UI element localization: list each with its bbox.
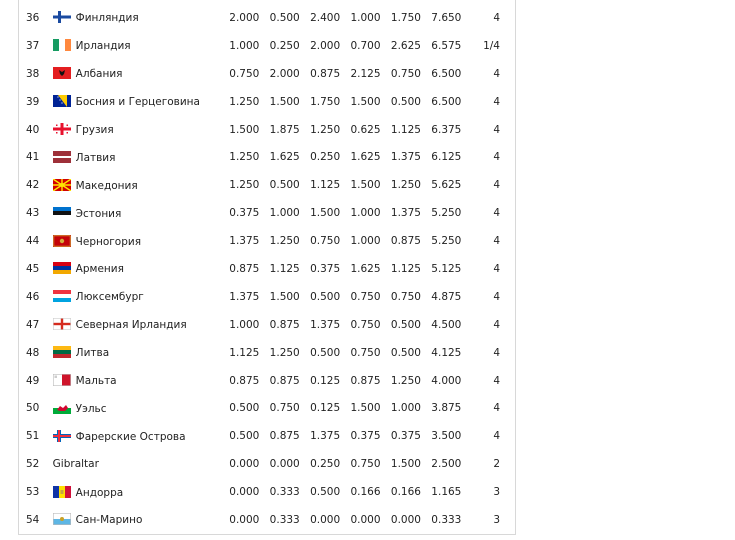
total-coefficient: 5.125 bbox=[431, 262, 462, 275]
season-5-coefficient: 1.375 bbox=[390, 207, 421, 220]
season-2-coefficient: 0.875 bbox=[269, 374, 300, 387]
faroe-flag-icon bbox=[53, 430, 71, 442]
latvia-flag-icon bbox=[53, 151, 71, 163]
rank-cell: 40 bbox=[26, 123, 40, 136]
rank-cell: 37 bbox=[26, 39, 40, 52]
season-2-coefficient: 0.333 bbox=[269, 513, 300, 526]
season-3-coefficient: 0.875 bbox=[310, 67, 341, 80]
season-5-coefficient: 1.125 bbox=[390, 262, 421, 275]
season-3-coefficient: 0.000 bbox=[310, 513, 341, 526]
season-2-coefficient: 2.000 bbox=[269, 67, 300, 80]
season-4-coefficient: 0.750 bbox=[350, 458, 381, 471]
season-5-coefficient: 1.375 bbox=[390, 151, 421, 164]
season-5-coefficient: 0.166 bbox=[390, 486, 421, 499]
total-coefficient: 4.125 bbox=[431, 346, 462, 359]
season-3-coefficient: 1.750 bbox=[310, 95, 341, 108]
season-1-coefficient: 1.375 bbox=[229, 290, 260, 303]
country-cell bbox=[53, 283, 212, 311]
country-cell bbox=[53, 227, 212, 255]
country-name: Андорра bbox=[75, 486, 124, 499]
table-row bbox=[18, 478, 514, 506]
season-2-coefficient: 1.625 bbox=[269, 151, 300, 164]
albania-flag-icon bbox=[53, 67, 71, 79]
armenia-flag-icon bbox=[53, 262, 71, 274]
georgia-flag-icon bbox=[53, 123, 71, 135]
stage-cell: 4 bbox=[493, 262, 500, 275]
rank-cell: 53 bbox=[26, 486, 40, 499]
season-5-coefficient: 0.000 bbox=[390, 513, 421, 526]
season-3-coefficient: 1.500 bbox=[310, 207, 341, 220]
total-coefficient: 4.875 bbox=[431, 290, 462, 303]
season-3-coefficient: 1.250 bbox=[310, 123, 341, 136]
total-coefficient: 5.250 bbox=[431, 207, 462, 220]
season-2-coefficient: 1.875 bbox=[269, 123, 300, 136]
season-1-coefficient: 0.000 bbox=[229, 486, 260, 499]
table-row bbox=[18, 116, 514, 144]
season-5-coefficient: 2.625 bbox=[390, 39, 421, 52]
season-3-coefficient: 0.250 bbox=[310, 151, 341, 164]
season-3-coefficient: 0.375 bbox=[310, 262, 341, 275]
country-cell bbox=[53, 4, 212, 32]
country-cell bbox=[53, 450, 212, 478]
season-3-coefficient: 2.000 bbox=[310, 39, 341, 52]
ranking-table bbox=[18, 4, 514, 534]
total-coefficient: 5.625 bbox=[431, 179, 462, 192]
table-row bbox=[18, 227, 514, 255]
season-1-coefficient: 0.875 bbox=[229, 374, 260, 387]
table-row bbox=[18, 88, 514, 116]
country-cell bbox=[53, 506, 212, 534]
season-2-coefficient: 1.125 bbox=[269, 262, 300, 275]
season-1-coefficient: 0.750 bbox=[229, 67, 260, 80]
season-5-coefficient: 0.750 bbox=[390, 290, 421, 303]
season-4-coefficient: 0.700 bbox=[350, 39, 381, 52]
season-1-coefficient: 0.375 bbox=[229, 207, 260, 220]
season-2-coefficient: 1.250 bbox=[269, 235, 300, 248]
stage-cell: 4 bbox=[493, 123, 500, 136]
season-4-coefficient: 2.125 bbox=[350, 67, 381, 80]
season-1-coefficient: 1.500 bbox=[229, 123, 260, 136]
country-cell bbox=[53, 143, 212, 171]
rank-cell: 41 bbox=[26, 151, 40, 164]
season-2-coefficient: 0.500 bbox=[269, 179, 300, 192]
season-5-coefficient: 1.750 bbox=[390, 11, 421, 24]
season-5-coefficient: 0.375 bbox=[390, 430, 421, 443]
stage-cell: 2 bbox=[493, 458, 500, 471]
season-3-coefficient: 0.750 bbox=[310, 235, 341, 248]
total-coefficient: 0.333 bbox=[431, 513, 462, 526]
season-3-coefficient: 0.125 bbox=[310, 402, 341, 415]
andorra-flag-icon bbox=[53, 486, 71, 498]
season-5-coefficient: 0.500 bbox=[390, 346, 421, 359]
table-row bbox=[18, 199, 514, 227]
season-1-coefficient: 1.250 bbox=[229, 179, 260, 192]
season-1-coefficient: 1.000 bbox=[229, 318, 260, 331]
total-coefficient: 6.500 bbox=[431, 67, 462, 80]
season-4-coefficient: 0.625 bbox=[350, 123, 381, 136]
luxembourg-flag-icon bbox=[53, 290, 71, 302]
season-2-coefficient: 0.875 bbox=[269, 430, 300, 443]
lithuania-flag-icon bbox=[53, 346, 71, 358]
rank-cell: 45 bbox=[26, 262, 40, 275]
country-name: Грузия bbox=[75, 124, 114, 136]
finland-flag-icon bbox=[53, 11, 71, 23]
wales-flag-icon bbox=[53, 402, 71, 414]
country-cell bbox=[53, 199, 212, 227]
table-row bbox=[18, 394, 514, 422]
total-coefficient: 6.125 bbox=[431, 151, 462, 164]
table-row bbox=[18, 4, 514, 32]
san-marino-flag-icon bbox=[53, 513, 71, 525]
stage-cell: 4 bbox=[493, 318, 500, 331]
total-coefficient: 4.000 bbox=[431, 374, 462, 387]
rank-cell: 52 bbox=[26, 458, 40, 471]
country-cell bbox=[53, 88, 212, 116]
stage-cell: 4 bbox=[493, 430, 500, 443]
country-name: Сан-Марино bbox=[75, 514, 143, 527]
season-5-coefficient: 0.500 bbox=[390, 95, 421, 108]
season-2-coefficient: 0.500 bbox=[269, 11, 300, 24]
season-5-coefficient: 0.875 bbox=[390, 235, 421, 248]
season-4-coefficient: 0.750 bbox=[350, 290, 381, 303]
season-2-coefficient: 0.000 bbox=[269, 458, 300, 471]
rank-cell: 47 bbox=[26, 318, 40, 331]
montenegro-flag-icon bbox=[53, 235, 71, 247]
season-1-coefficient: 1.000 bbox=[229, 39, 260, 52]
total-coefficient: 7.650 bbox=[431, 11, 462, 24]
total-coefficient: 5.250 bbox=[431, 235, 462, 248]
stage-cell: 4 bbox=[493, 151, 500, 164]
country-name: Черногория bbox=[75, 235, 142, 248]
season-4-coefficient: 0.875 bbox=[350, 374, 381, 387]
season-2-coefficient: 1.500 bbox=[269, 290, 300, 303]
season-4-coefficient: 1.500 bbox=[350, 179, 381, 192]
northern-ireland-flag-icon bbox=[53, 318, 71, 330]
rank-cell: 38 bbox=[26, 67, 40, 80]
total-coefficient: 4.500 bbox=[431, 318, 462, 331]
country-name: Албания bbox=[75, 68, 123, 81]
country-name: Уэльс bbox=[75, 402, 107, 415]
season-3-coefficient: 0.500 bbox=[310, 486, 341, 499]
table-row bbox=[18, 283, 514, 311]
country-name: Босния и Герцеговина bbox=[75, 96, 200, 109]
rank-cell: 49 bbox=[26, 374, 40, 387]
macedonia-flag-icon bbox=[53, 179, 71, 191]
stage-cell: 3 bbox=[493, 513, 500, 526]
season-1-coefficient: 0.500 bbox=[229, 402, 260, 415]
stage-cell: 4 bbox=[493, 207, 500, 220]
stage-cell: 4 bbox=[493, 95, 500, 108]
season-2-coefficient: 0.333 bbox=[269, 486, 300, 499]
season-1-coefficient: 0.000 bbox=[229, 458, 260, 471]
rank-cell: 42 bbox=[26, 179, 40, 192]
season-5-coefficient: 0.500 bbox=[390, 318, 421, 331]
stage-cell: 4 bbox=[493, 374, 500, 387]
country-name: Gibraltar bbox=[52, 458, 99, 471]
season-3-coefficient: 0.125 bbox=[310, 374, 341, 387]
rank-cell: 50 bbox=[26, 402, 40, 415]
season-1-coefficient: 0.875 bbox=[229, 262, 260, 275]
country-name: Фарерские Острова bbox=[75, 430, 186, 443]
season-5-coefficient: 1.500 bbox=[390, 458, 421, 471]
season-4-coefficient: 0.750 bbox=[350, 346, 381, 359]
country-cell bbox=[53, 394, 212, 422]
season-3-coefficient: 1.125 bbox=[310, 179, 341, 192]
season-4-coefficient: 1.000 bbox=[350, 11, 381, 24]
total-coefficient: 6.500 bbox=[431, 95, 462, 108]
table-row bbox=[18, 32, 514, 60]
total-coefficient: 3.500 bbox=[431, 430, 462, 443]
country-cell bbox=[53, 422, 212, 450]
season-4-coefficient: 1.500 bbox=[350, 402, 381, 415]
country-name: Македония bbox=[75, 179, 138, 192]
season-5-coefficient: 1.000 bbox=[390, 402, 421, 415]
stage-cell: 4 bbox=[493, 346, 500, 359]
season-2-coefficient: 1.500 bbox=[269, 95, 300, 108]
bosnia-flag-icon bbox=[53, 95, 71, 107]
stage-cell: 1/4 bbox=[483, 39, 500, 52]
stage-cell: 4 bbox=[493, 179, 500, 192]
rank-cell: 36 bbox=[26, 11, 40, 24]
season-2-coefficient: 0.250 bbox=[269, 39, 300, 52]
total-coefficient: 6.375 bbox=[431, 123, 462, 136]
country-cell bbox=[53, 478, 212, 506]
table-row bbox=[18, 422, 514, 450]
season-2-coefficient: 0.875 bbox=[269, 318, 300, 331]
season-1-coefficient: 1.375 bbox=[229, 235, 260, 248]
season-3-coefficient: 1.375 bbox=[310, 430, 341, 443]
estonia-flag-icon bbox=[53, 207, 71, 219]
rank-cell: 44 bbox=[26, 235, 40, 248]
season-4-coefficient: 0.375 bbox=[350, 430, 381, 443]
country-name: Ирландия bbox=[75, 40, 131, 53]
table-row bbox=[18, 506, 514, 534]
country-cell bbox=[53, 116, 212, 144]
season-4-coefficient: 0.166 bbox=[350, 486, 381, 499]
season-4-coefficient: 0.000 bbox=[350, 513, 381, 526]
season-3-coefficient: 0.500 bbox=[310, 346, 341, 359]
country-cell bbox=[53, 367, 212, 395]
stage-cell: 4 bbox=[493, 290, 500, 303]
season-5-coefficient: 0.750 bbox=[390, 67, 421, 80]
rank-cell: 43 bbox=[26, 207, 40, 220]
season-5-coefficient: 1.250 bbox=[390, 179, 421, 192]
season-2-coefficient: 0.750 bbox=[269, 402, 300, 415]
country-name: Литва bbox=[75, 347, 110, 360]
rank-cell: 46 bbox=[26, 290, 40, 303]
country-name: Люксембург bbox=[75, 291, 144, 304]
total-coefficient: 1.165 bbox=[431, 486, 462, 499]
stage-cell: 4 bbox=[493, 402, 500, 415]
table-row bbox=[18, 143, 514, 171]
season-1-coefficient: 2.000 bbox=[229, 11, 260, 24]
country-name: Латвия bbox=[75, 151, 116, 164]
season-5-coefficient: 1.125 bbox=[390, 123, 421, 136]
country-cell bbox=[53, 311, 212, 339]
ireland-flag-icon bbox=[53, 39, 71, 51]
table-row bbox=[18, 171, 514, 199]
season-3-coefficient: 0.250 bbox=[310, 458, 341, 471]
table-row bbox=[18, 339, 514, 367]
country-name: Армения bbox=[75, 263, 124, 276]
rank-cell: 51 bbox=[26, 430, 40, 443]
season-1-coefficient: 0.000 bbox=[229, 513, 260, 526]
country-name: Мальта bbox=[75, 375, 117, 388]
total-coefficient: 3.875 bbox=[431, 402, 462, 415]
table-row bbox=[18, 311, 514, 339]
season-4-coefficient: 1.000 bbox=[350, 235, 381, 248]
season-5-coefficient: 1.250 bbox=[390, 374, 421, 387]
season-4-coefficient: 1.625 bbox=[350, 151, 381, 164]
total-coefficient: 6.575 bbox=[431, 39, 462, 52]
season-4-coefficient: 1.500 bbox=[350, 95, 381, 108]
table-row bbox=[18, 60, 514, 88]
rank-cell: 39 bbox=[26, 95, 40, 108]
table-row bbox=[18, 450, 514, 478]
malta-flag-icon bbox=[53, 374, 71, 386]
stage-cell: 4 bbox=[493, 11, 500, 24]
stage-cell: 3 bbox=[493, 486, 500, 499]
season-2-coefficient: 1.250 bbox=[269, 346, 300, 359]
season-2-coefficient: 1.000 bbox=[269, 207, 300, 220]
country-cell bbox=[53, 255, 212, 283]
season-4-coefficient: 1.000 bbox=[350, 207, 381, 220]
season-3-coefficient: 2.400 bbox=[310, 11, 341, 24]
country-name: Финляндия bbox=[75, 12, 139, 25]
season-1-coefficient: 1.125 bbox=[229, 346, 260, 359]
season-1-coefficient: 1.250 bbox=[229, 151, 260, 164]
rank-cell: 48 bbox=[26, 346, 40, 359]
season-4-coefficient: 0.750 bbox=[350, 318, 381, 331]
season-1-coefficient: 1.250 bbox=[229, 95, 260, 108]
table-row bbox=[18, 255, 514, 283]
season-3-coefficient: 1.375 bbox=[310, 318, 341, 331]
season-4-coefficient: 1.625 bbox=[350, 262, 381, 275]
country-cell bbox=[53, 60, 212, 88]
country-name: Северная Ирландия bbox=[75, 319, 187, 332]
table-row bbox=[18, 367, 514, 395]
stage-cell: 4 bbox=[493, 67, 500, 80]
country-cell bbox=[53, 339, 212, 367]
country-cell bbox=[53, 32, 212, 60]
season-3-coefficient: 0.500 bbox=[310, 290, 341, 303]
total-coefficient: 2.500 bbox=[431, 458, 462, 471]
season-1-coefficient: 0.500 bbox=[229, 430, 260, 443]
stage-cell: 4 bbox=[493, 235, 500, 248]
country-cell bbox=[53, 171, 212, 199]
rank-cell: 54 bbox=[26, 513, 40, 526]
country-name: Эстония bbox=[75, 207, 122, 220]
